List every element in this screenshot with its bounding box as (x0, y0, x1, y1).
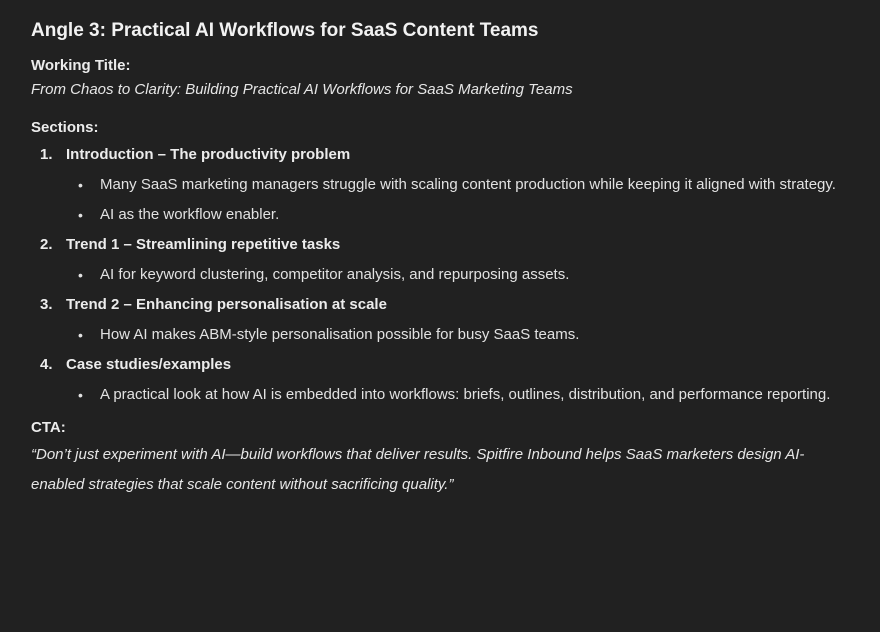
section-item (31, 140, 871, 230)
section-bullets (66, 320, 871, 350)
bullet-icon: • (78, 267, 83, 283)
bullet-item (66, 200, 871, 230)
section-title: Introduction – The productivity problem (66, 146, 351, 163)
section-number: 4. (40, 356, 53, 373)
section-number: 3. (40, 296, 53, 313)
bullet-item (66, 320, 871, 350)
bullet-icon: • (78, 177, 83, 193)
section-bullets (66, 380, 871, 410)
section-item (31, 350, 871, 410)
bullet-icon: • (78, 387, 83, 403)
cta-text: “Don’t just experiment with AI—build workflows that deliver results. Spitfire Inbound helps SaaS marketers design AI-enabled strategies that scale content without sacrificing quality.” (31, 446, 805, 493)
bullet-text: Many SaaS marketing managers struggle with scaling content production while keeping it aligned with strategy. (100, 176, 836, 193)
bullet-item (66, 380, 871, 410)
bullet-item (66, 170, 871, 200)
section-number: 2. (40, 236, 53, 253)
bullet-icon: • (78, 207, 83, 223)
angle-heading: Angle 3: Practical AI Workflows for SaaS Content Teams (31, 20, 539, 41)
section-bullets (66, 260, 871, 290)
working-title: From Chaos to Clarity: Building Practical AI Workflows for SaaS Marketing Teams (31, 81, 573, 98)
section-number: 1. (40, 146, 53, 163)
bullet-item (66, 260, 871, 290)
bullet-text: How AI makes ABM-style personalisation possible for busy SaaS teams. (100, 326, 580, 343)
bullet-text: AI as the workflow enabler. (100, 206, 280, 223)
bullet-text: A practical look at how AI is embedded into workflows: briefs, outlines, distribution, and performance reporting. (100, 386, 831, 403)
bullet-text: AI for keyword clustering, competitor analysis, and repurposing assets. (100, 266, 570, 283)
sections-list (31, 140, 871, 410)
section-item (31, 230, 871, 290)
section-title: Trend 1 – Streamlining repetitive tasks (66, 236, 341, 253)
sections-label: Sections: (31, 119, 99, 136)
response-document (31, 18, 871, 500)
section-title: Trend 2 – Enhancing personalisation at scale (66, 296, 387, 313)
section-title: Case studies/examples (66, 356, 232, 373)
bullet-icon: • (78, 327, 83, 343)
working-title-label: Working Title: (31, 57, 131, 74)
cta-label: CTA: (31, 419, 66, 436)
section-item (31, 290, 871, 350)
section-bullets (66, 170, 871, 230)
